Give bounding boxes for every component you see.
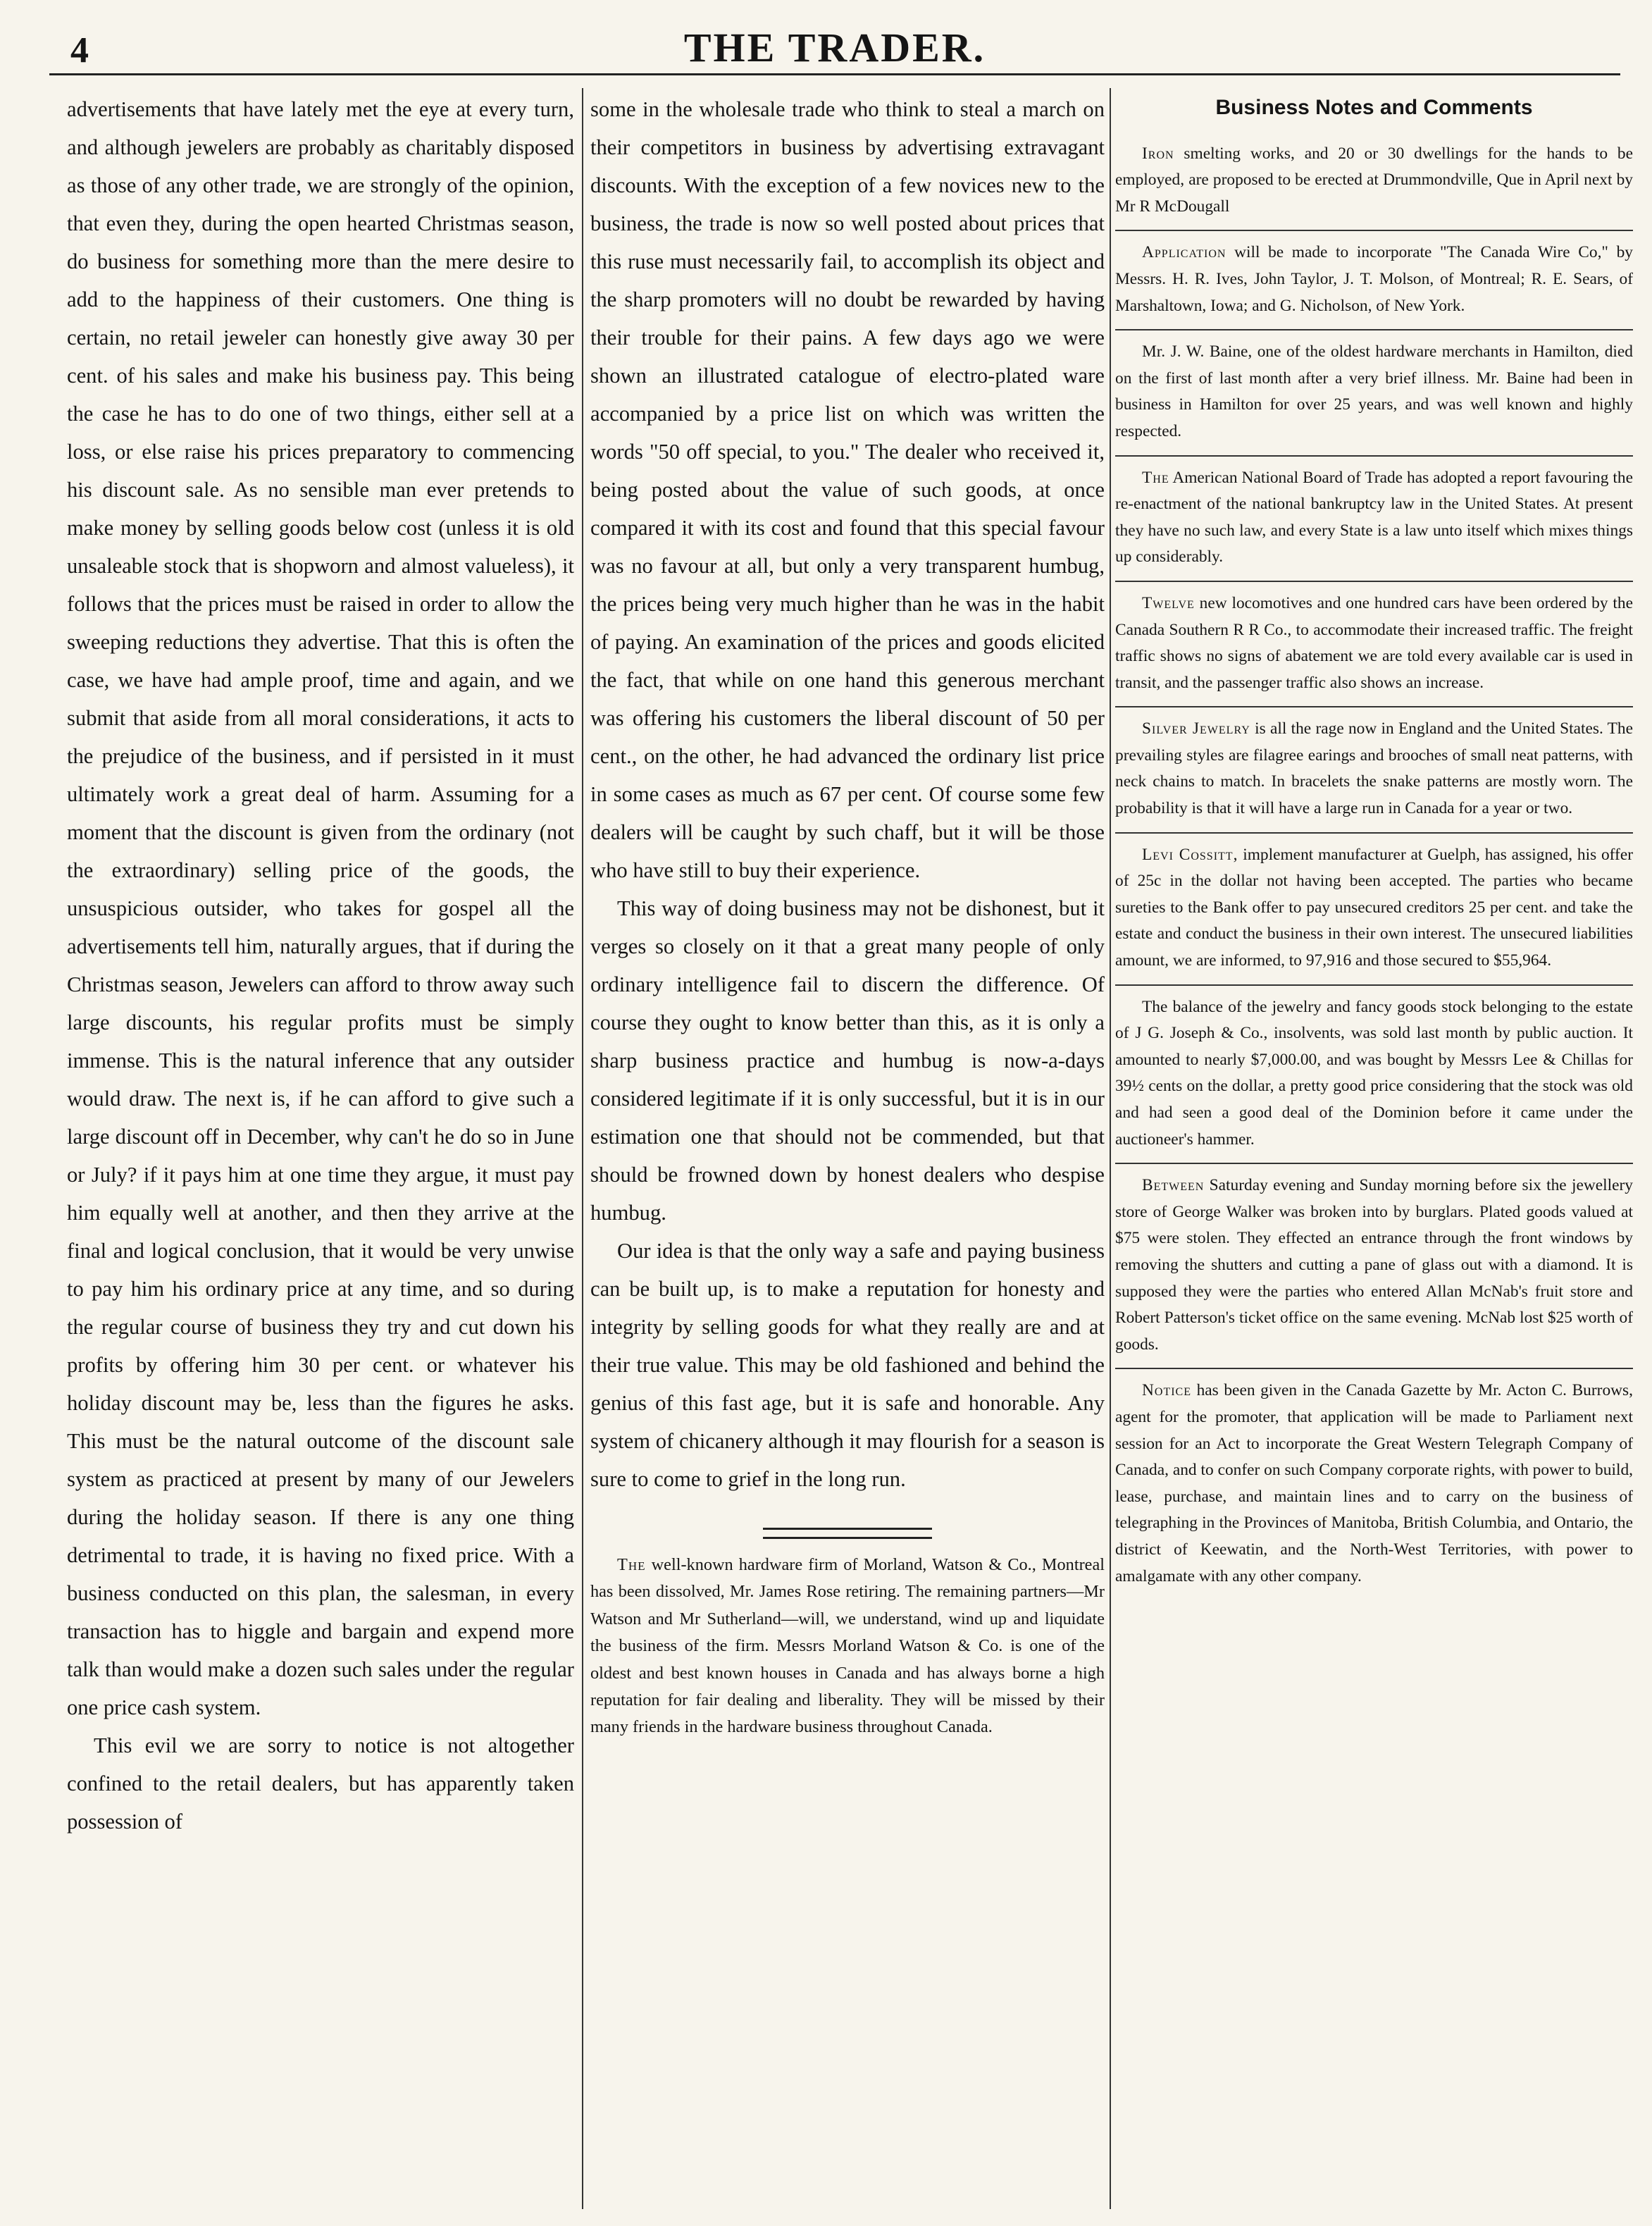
note-text: smelting works, and 20 or 30 dwellings for the hands to be employed, are proposed to be erected at Drummondville, Que in April next by Mr R McDougall [1115,144,1633,216]
note-text: new locomotives and one hundred cars have been ordered by the Canada Southern R R Co., to accommodate their increased traffic. The freight traffic shows no signs of abatement we are told every available car is used in transit, and the passenger traffic also shows an increase. [1115,593,1633,692]
editorial-paragraph: This evil we are sorry to notice is not altogether confined to the retail dealers, but has apparently taken possession of [67,1733,574,1834]
note-lead: The [1142,468,1169,487]
editorial-paragraph: Our idea is that the only way a safe and paying business can be built up, is to make a reputation for honesty and integrity by selling goods for what they really are and at their true value. This may be old fashioned and behind the genius of this fast age, but it is safe and honorable. Any system of chicanery although it may flourish for a season is sure to come to grief in the long run. [590,1239,1105,1491]
editorial-column-1 [67,90,574,2211]
note-lead: Silver Jewelry [1142,719,1250,738]
column-divider [1110,88,1111,2209]
note-lead: Between [1142,1176,1205,1195]
business-note [1115,986,1633,1165]
note-lead: Twelve [1142,593,1195,612]
column-divider [582,88,583,2209]
editorial-paragraph: This way of doing business may not be dishonest, but it verges so closely on it that a great many people of only ordinary intelligence fail to discern the difference. Of course they ought to know better than this, as it is only a sharp business practice and humbug is now-a-days considered legitimate if it is only successful, but it is in our estimation one that should not be commended, but that should be frowned down by honest dealers who despise humbug. [590,896,1105,1225]
note-lead: Levi Cossitt, [1142,845,1238,864]
note-lead: Application [1142,243,1226,262]
business-note [1115,132,1633,232]
business-note [1115,707,1633,833]
business-notes-column [1115,90,1633,2211]
business-note [1115,582,1633,707]
page-number: 4 [70,30,89,70]
business-note [1115,834,1633,986]
business-note [1115,457,1633,582]
editorial-column-2 [590,90,1105,2211]
note-text: Saturday evening and Sunday morning before six the jewellery store of George Walker was broken into by burglars. Plated goods valued at $75 were stolen. They effected an entrance through the front windows by removing the shutters and cutting a pane of glass out with a diamond. It is supposed they were the parties who entered Allan McNab's fruit store and Robert Patterson's ticket office on the same evening. McNab lost $25 worth of goods. [1115,1176,1633,1354]
note-text: has been given in the Canada Gazette by Mr. Acton C. Burrows, agent for the promoter, that application will be made to Parliament next session for an Act to incorporate the Great Western Telegraph Company of Canada, and to confer on such Company corporate rights, with power to build, lease, purchase, and maintain lines and to carry on the business of telegraphing in the Provinces of Manitoba, British Columbia, and Ontario, the district of Keewatin, and the North-West Territories, with power to amalgamate with any other company. [1115,1381,1633,1585]
note-text: is all the rage now in England and the United States. The prevailing styles are filagree earings and brooches of small neat patterns, with neck chains to match. In bracelets the snake patterns are mostly worn. The probability is that it will have a large run in Canada for a year or two. [1115,719,1633,818]
note-lead: Iron [1142,144,1174,163]
editorial-paragraph: some in the wholesale trade who think to steal a march on their competitors in business by advertising extravagant discounts. With the exception of a few novices new to the business, the trade is now so well posted about prices that this ruse must necessarily fail, to accomplish its object and the sharp promoters will no doubt be rewarded by having their trouble for their pains. A few days ago we were shown an illustrated catalogue of electro-plated ware accompanied by a price list on which was written the words "50 off special, to you." The dealer who received it, being posted about the value of such goods, at once compared it with its cost and found that this special favour was no favour at all, but only a very transparent humbug, the prices being very much higher than he was in the habit of paying. An examination of the prices and goods elicited the fact, that while on one hand this generous merchant was offering his customers the liberal discount of 50 per cent., on the other, he had advanced the ordinary list price in some cases as much as 67 per cent. Of course some few dealers will be caught by such chaff, but it will be those who have still to buy their experience. [590,97,1105,882]
editorial-paragraph: advertisements that have lately met the eye at every turn, and although jewelers are probably as charitably disposed as those of any other trade, we are strongly of the opinion, that even they, during the open hearted Christmas season, do business for something more than the mere desire to add to the happiness of their customers. One thing is certain, no retail jeweler can honestly give away 30 per cent. of his sales and make his business pay. This being the case he has to do one of two things, either sell at a loss, or else raise his prices preparatory to commencing his discount sale. As no sensible man ever pretends to make money by selling goods below cost (unless it is old unsaleable stock that is shopworn and almost valueless), it follows that the prices must be raised in order to allow the sweeping reductions they advertise. That this is often the case, we have had ample proof, time and again, and we submit that aside from all moral considerations, it acts to the prejudice of the business, and if persisted in it must ultimately work a great deal of harm. Assuming for a moment that the discount is given from the ordinary (not the extraordinary) selling price of the goods, the unsuspicious outsider, who takes for gospel all the advertisements tell him, naturally argues, that if during the Christmas season, Jewelers can afford to throw away such large discounts, his regular profits must be simply immense. This is the natural inference that any outsider would draw. The next is, if he can afford to give such a large discount off in December, why can't he do so in June or July? if it pays him at one time they argue, it must pay him equally well at another, and then they arrive at the final and logical conclusion, that it would be very unwise to pay him his ordinary price at any time, and so during the regular course of business they try and cut down his profits by offering him 30 per cent. or whatever his holiday discount may be, less than the figures he asks. This must be the natural outcome of the discount sale system as practiced at present by many of our Jewelers during the holiday season. If there is any one thing detrimental to trade, it is having no fixed price. With a business conducted on this plan, the salesman, in every transaction has to higgle and bargain and expend more talk than would make a dozen such sales under the regular one price cash system. [67,97,574,1719]
news-note-morland-watson [590,1552,1105,1741]
note-text: Mr. J. W. Baine, one of the oldest hardware merchants in Hamilton, died on the first of last month after a very brief illness. Mr. Baine had been in business in Hamilton for over 25 years, and was well known and highly respected. [1115,342,1633,440]
business-note [1115,1369,1633,1600]
business-note [1115,1164,1633,1369]
business-note [1115,330,1633,456]
section-separator [763,1528,932,1539]
page-header [49,17,1620,75]
note-lead: Notice [1142,1381,1191,1400]
masthead-title: THE TRADER. [683,25,986,70]
note-text: well-known hardware firm of Morland, Watson & Co., Montreal has been dissolved, Mr. James Rose retiring. The remaining partners—Mr Watson and Mr Sutherland—will, we understand, wind up and liquidate the business of the firm. Messrs Morland Watson & Co. is one of the oldest and best known houses in Canada and has always borne a high reputation for fair dealing and liberality. They will be missed by their many friends in the hardware business throughout Canada. [590,1555,1105,1737]
business-note [1115,231,1633,330]
note-text: The balance of the jewelry and fancy goods stock belonging to the estate of J G. Joseph & Co., insolvents, was sold last month by public auction. It amounted to nearly $7,000.00, and was bought by Messrs Lee & Chillas for 39½ cents on the dollar, a pretty good price considering that the stock was old and had seen a good deal of the Dominion before it came under the auctioneer's hammer. [1115,997,1633,1149]
note-lead: The [617,1555,646,1574]
note-text: American National Board of Trade has adopted a report favouring the re-enactment of the national bankruptcy law in the United States. At present they have no such law, and every State is a law unto itself which mixes things up considerably. [1115,468,1633,567]
note-text: implement manufacturer at Guelph, has assigned, his offer of 25c in the dollar not having been accepted. The parties who became sureties to the Bank offer to pay unsecured creditors 25 per cent. and take the estate and conduct the business in their own interest. The unsecured liabilities amount, we are informed, to 97,916 and those secured to $55,964. [1115,845,1633,970]
note-text: will be made to incorporate "The Canada Wire Co," by Messrs. H. R. Ives, John Taylor, J. T. Molson, of Montreal; R. E. Sears, of Marshaltown, Iowa; and G. Nicholson, of New York. [1115,243,1633,315]
section-title: Business Notes and Comments [1215,96,1533,119]
